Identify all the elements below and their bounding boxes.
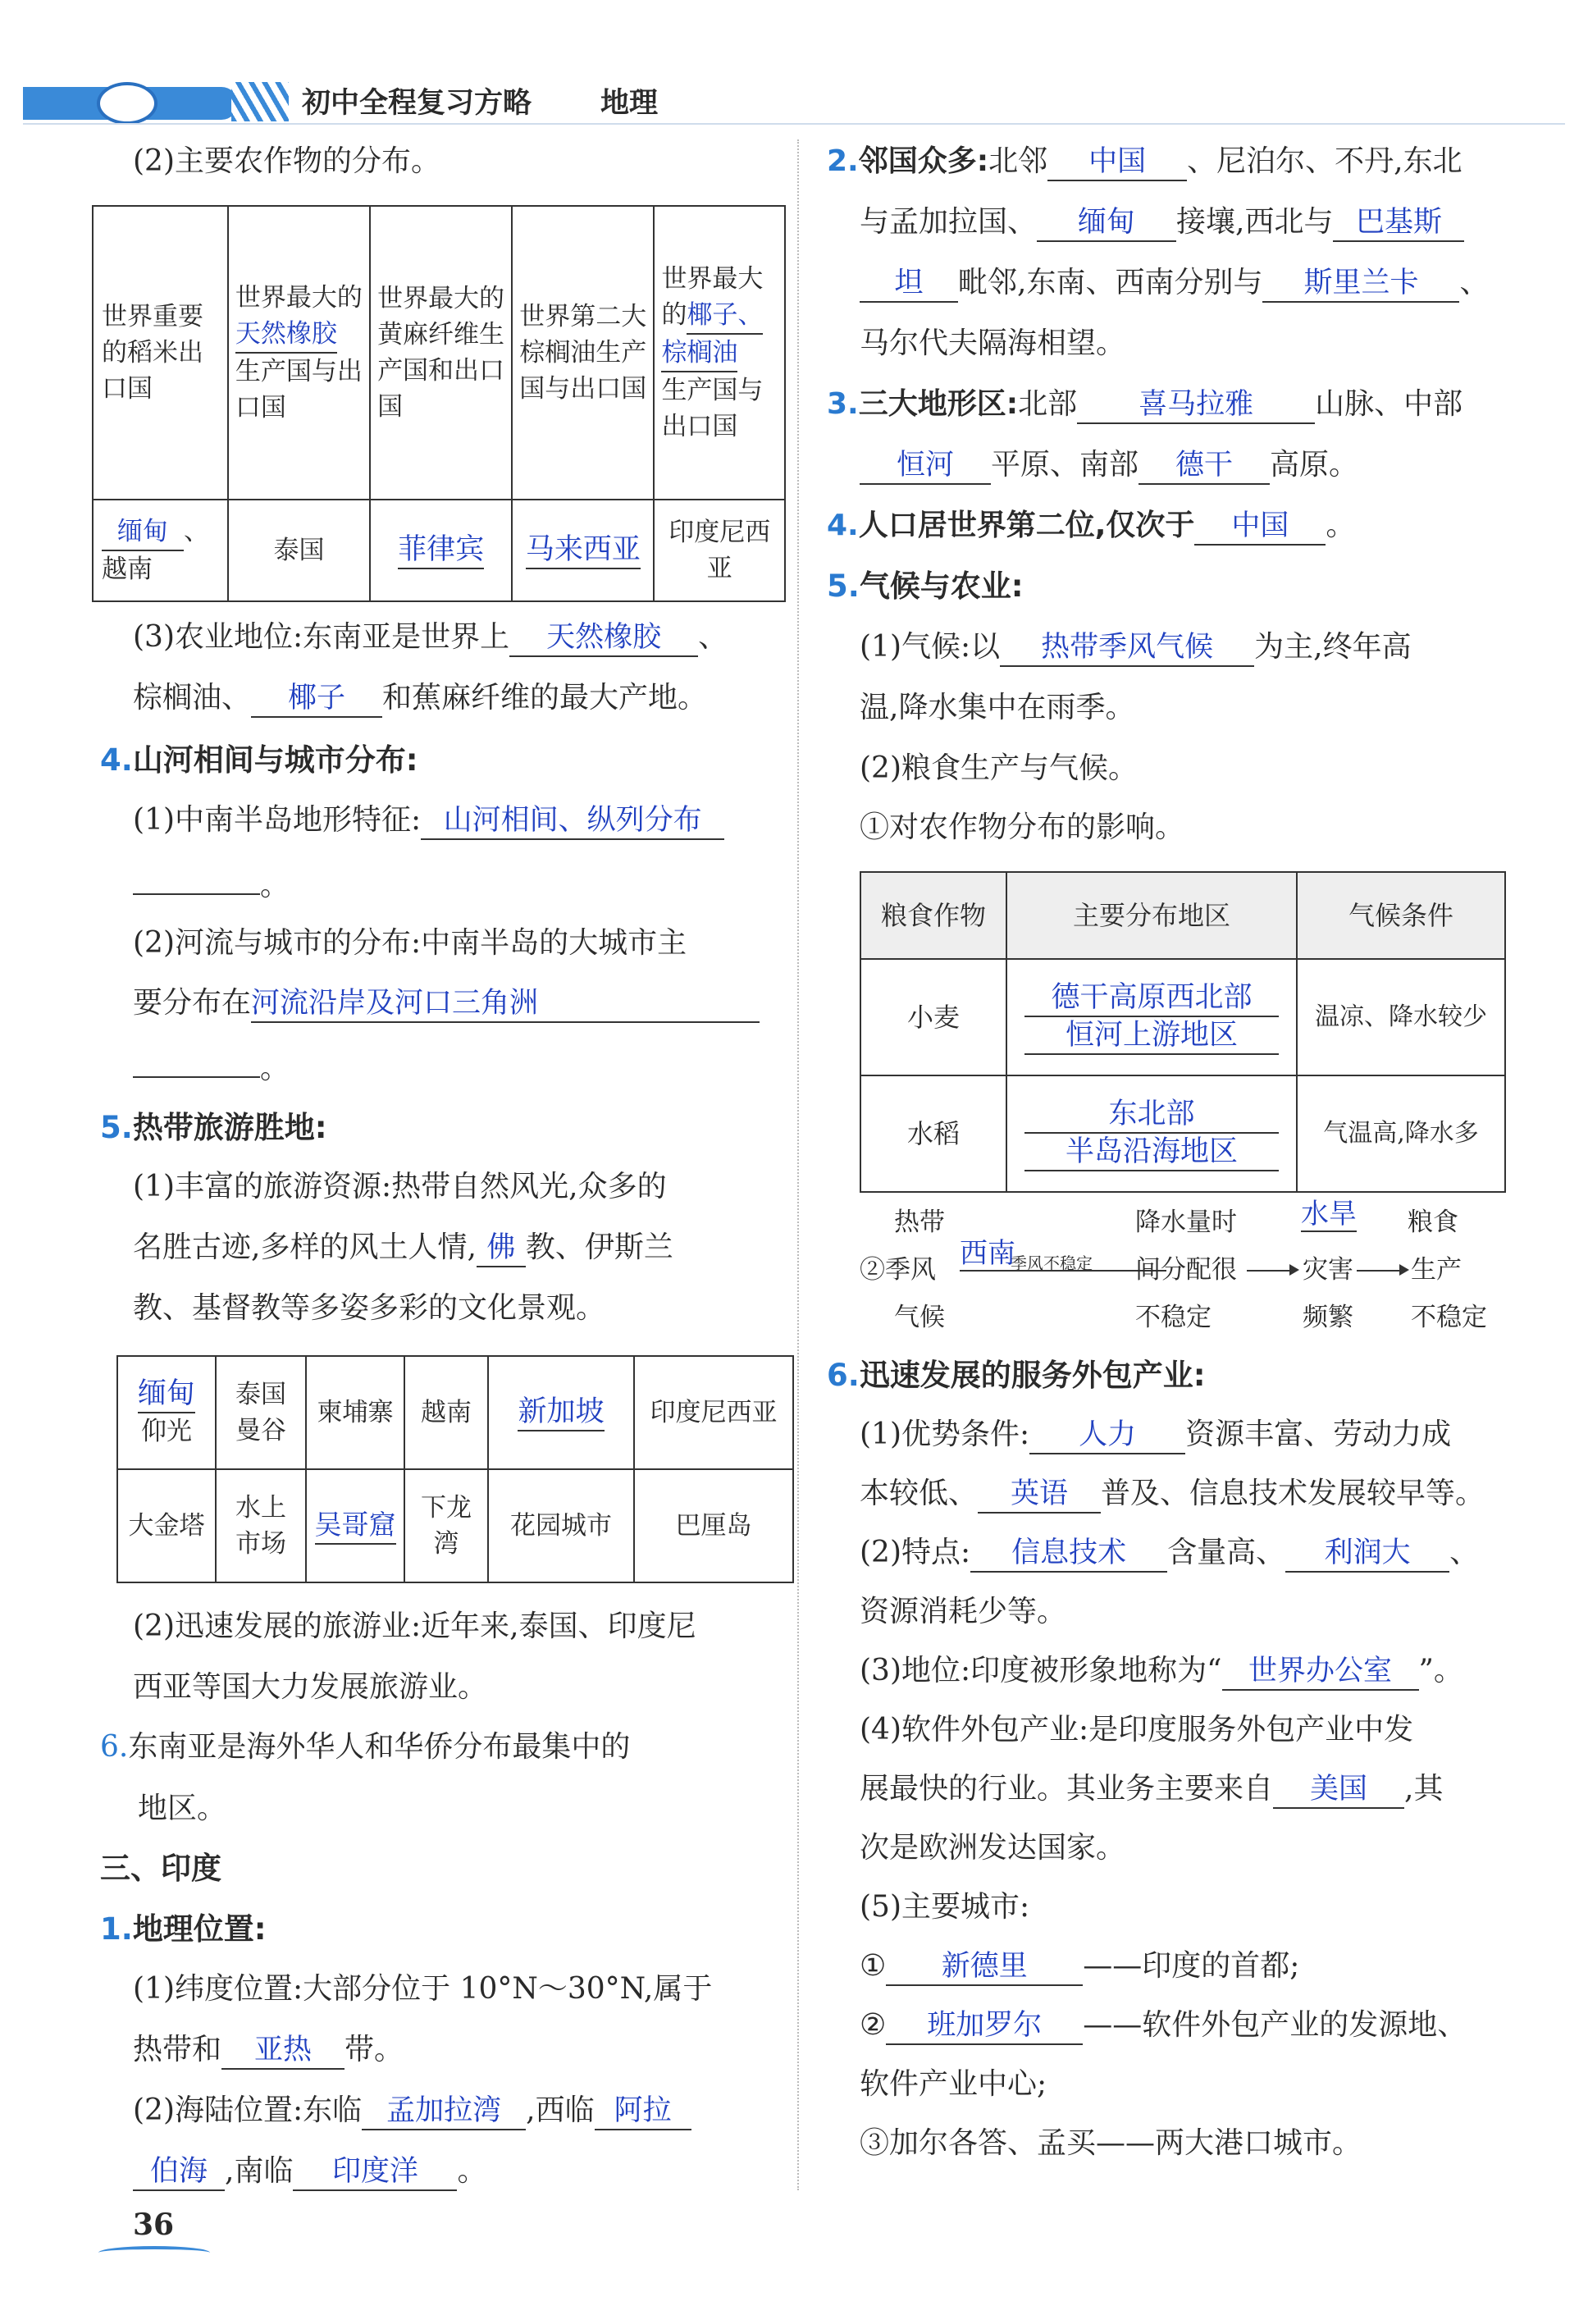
landforms-line2: 恒河 平原、南部 德干 高原。 xyxy=(860,445,1358,486)
river-city-line2: 要分布在河流沿岸及河口三角洲 xyxy=(133,983,760,1024)
grain-cell-wheat-climate: 温凉、降水较少 xyxy=(1297,959,1505,1075)
crop-table-cell-philippines: 菲律宾 xyxy=(370,500,512,601)
india-location-title: 1.地理位置: xyxy=(100,1911,267,1947)
section-4-title: 4.山河相间与城市分布: xyxy=(100,742,418,778)
tourism-table xyxy=(116,1355,794,1583)
river-city-line1: (2)河流与城市的分布:中南半岛的大城市主 xyxy=(133,926,687,960)
city-bangalore: ② 班加罗尔 ——软件外包产业的发源地、 xyxy=(860,2005,1467,2046)
advantage-line1: (1)优势条件: 人力 资源丰富、劳动力成 xyxy=(860,1414,1451,1455)
tourism-line2: 名胜古迹,多样的风土人情, 佛 教、伊斯兰 xyxy=(133,1227,673,1268)
section-5-title: 5.热带旅游胜地: xyxy=(100,1110,327,1145)
crop-table-cell-thailand: 泰国 xyxy=(228,500,370,601)
status-line: (3)地位:印度被形象地称为“ 世界办公室 ”。 xyxy=(860,1651,1463,1692)
tourism-cell-indonesia: 印度尼西亚 xyxy=(634,1356,793,1469)
crop-table-cell-malaysia: 马来西亚 xyxy=(512,500,654,601)
crop-table-cell-indonesia: 印度尼西亚 xyxy=(654,500,785,601)
city-bangalore-2: 软件产业中心; xyxy=(860,2067,1047,2101)
grain-cell-rice-climate: 气温高,降水多 xyxy=(1297,1075,1505,1192)
tourism-cell-cambodia: 柬埔寨 xyxy=(306,1356,404,1469)
section-india-title: 三、印度 xyxy=(100,1851,221,1886)
tourism-dev-line2: 西亚等国大力发展旅游业。 xyxy=(133,1670,488,1704)
grain-heading: (2)粮食生产与气候。 xyxy=(860,751,1138,785)
grain-cell-wheat-region: 德干高原西北部 恒河上游地区 xyxy=(1006,959,1297,1075)
cities-heading: (5)主要城市: xyxy=(860,1890,1030,1924)
grain-cell-wheat: 小麦 xyxy=(860,959,1006,1075)
grain-header-region: 主要分布地区 xyxy=(1006,872,1297,959)
header-stripes xyxy=(231,82,289,121)
grain-cell-rice-region: 东北部 半岛沿海地区 xyxy=(1006,1075,1297,1192)
crop-table-header-5: 世界最大的椰子、 棕榈油 生产国与出口国 xyxy=(654,206,785,500)
neighbors-line2: 与孟加拉国、 缅甸 接壤,西北与 巴基斯 xyxy=(860,202,1464,243)
tourism-cell-vietnam: 越南 xyxy=(404,1356,488,1469)
climate-line1: (1)气候:以 热带季风气候 为主,终年高 xyxy=(860,627,1412,668)
grain-table xyxy=(860,871,1506,1193)
grain-header-crop: 粮食作物 xyxy=(860,872,1006,959)
sea-land-line2: 伯海 ,南临 印度洋 。 xyxy=(133,2151,486,2192)
software-line3: 次是欧洲发达国家。 xyxy=(860,1831,1126,1865)
tourism-cell-bali: 巴厘岛 xyxy=(634,1469,793,1582)
latitude-line2: 热带和 亚热 带。 xyxy=(133,2030,404,2071)
crop-table-header-1: 世界最大的天然橡胶 生产国与出口国 xyxy=(228,206,370,500)
tourism-line1: (1)丰富的旅游资源:热带自然风光,众多的 xyxy=(133,1170,667,1203)
logo-icon xyxy=(97,82,157,125)
landforms-line1: 3.三大地形区:北部 喜马拉雅 山脉、中部 xyxy=(827,384,1463,425)
column-divider xyxy=(797,139,799,2190)
page-number: 36 xyxy=(133,2208,175,2242)
tourism-line3: 教、基督教等多姿多彩的文化景观。 xyxy=(133,1291,606,1325)
tourism-cell-thailand: 泰国 曼谷 xyxy=(216,1356,306,1469)
terrain-line2: 。 xyxy=(133,865,290,906)
tourism-cell-angkor: 吴哥窟 xyxy=(306,1469,404,1582)
feature-line2: 资源消耗少等。 xyxy=(860,1595,1067,1628)
city-newdelhi: ① 新德里 ——印度的首都; xyxy=(860,1946,1299,1987)
feature-line1: (2)特点: 信息技术 含量高、 利润大 、 xyxy=(860,1532,1479,1573)
tourism-cell-halong: 下龙 湾 xyxy=(404,1469,488,1582)
river-city-line3: 。 xyxy=(133,1048,290,1089)
climate-agri-title: 5.气候与农业: xyxy=(827,568,1024,604)
tourism-cell-pagoda: 大金塔 xyxy=(117,1469,216,1582)
crop-distribution-heading: (2)主要农作物的分布。 xyxy=(133,144,440,178)
tourism-dev-line1: (2)迅速发展的旅游业:近年来,泰国、印度尼 xyxy=(133,1609,696,1643)
crop-table-cell-rice: 缅甸 、 越南 xyxy=(93,500,228,601)
monsoon-flow: 热带 ②季风 气候 西南 季风不稳定 降水量时 间分配很 不稳定 水旱 灾害 频繁 粮食 生产 不稳定 xyxy=(860,1198,1487,1332)
crop-table-header-0: 世界重要的稻米出口国 xyxy=(93,206,228,500)
neighbors-line1: 2.邻国众多:北邻 中国 、尼泊尔、不丹,东北 xyxy=(827,141,1463,182)
agri-status-line2: 棕榈油、 椰子 和蕉麻纤维的最大产地。 xyxy=(133,678,707,719)
sea-land-line1: (2)海陆位置:东临 孟加拉湾 ,西临 阿拉 xyxy=(133,2090,691,2131)
latitude-line1: (1)纬度位置:大部分位于 10°N～30°N,属于 xyxy=(133,1972,713,2006)
overseas-chinese-line1: 6.东南亚是海外华人和华侨分布最集中的 xyxy=(100,1730,631,1764)
outsourcing-title: 6.迅速发展的服务外包产业: xyxy=(827,1358,1206,1393)
grain-subheading: ①对农作物分布的影响。 xyxy=(860,810,1185,844)
agri-status-line1: (3)农业地位:东南亚是世界上 天然橡胶 、 xyxy=(133,617,728,658)
climate-line2: 温,降水集中在雨季。 xyxy=(860,691,1135,724)
crop-table-header-4: 世界第二大棕榈油生产国与出口国 xyxy=(512,206,654,500)
answer-palm-oil: 棕榈油 xyxy=(661,335,737,372)
grain-header-climate: 气候条件 xyxy=(1297,872,1505,959)
software-line2: 展最快的行业。其业务主要来自 美国 ,其 xyxy=(860,1769,1443,1810)
header-rule xyxy=(23,123,1565,125)
grain-cell-rice: 水稻 xyxy=(860,1075,1006,1192)
tourism-cell-singapore: 新加坡 xyxy=(488,1356,634,1469)
terrain-line: (1)中南半岛地形特征: 山河相间、纵列分布 xyxy=(133,800,724,841)
neighbors-line4: 马尔代夫隔海相望。 xyxy=(860,326,1126,360)
software-line1: (4)软件外包产业:是印度服务外包产业中发 xyxy=(860,1713,1414,1746)
answer-rubber: 天然橡胶 xyxy=(235,316,337,354)
crop-table xyxy=(92,205,786,602)
header-series: 初中全程复习方略 xyxy=(302,87,532,120)
tourism-cell-garden-city: 花园城市 xyxy=(488,1469,634,1582)
tourism-cell-floating-market: 水上 市场 xyxy=(216,1469,306,1582)
overseas-chinese-line2: 地区。 xyxy=(138,1792,227,1825)
neighbors-line3: 坦 毗邻,东南、西南分别与 斯里兰卡 、 xyxy=(860,263,1489,304)
population-line: 4.人口居世界第二位,仅次于 中国 。 xyxy=(827,505,1355,546)
tourism-cell-myanmar: 缅甸 仰光 xyxy=(117,1356,216,1469)
answer-myanmar: 缅甸 xyxy=(102,514,184,551)
crop-table-header-3: 世界最大的黄麻纤维生产国和出口国 xyxy=(370,206,512,500)
city-ports: ③加尔各答、孟买——两大港口城市。 xyxy=(860,2126,1362,2160)
advantage-line2: 本较低、 英语 普及、信息技术发展较早等。 xyxy=(860,1473,1485,1514)
header-subject: 地理 xyxy=(600,87,659,120)
answer-coconut: 椰子、 xyxy=(687,297,763,335)
page-number-book-icon xyxy=(98,2246,210,2259)
